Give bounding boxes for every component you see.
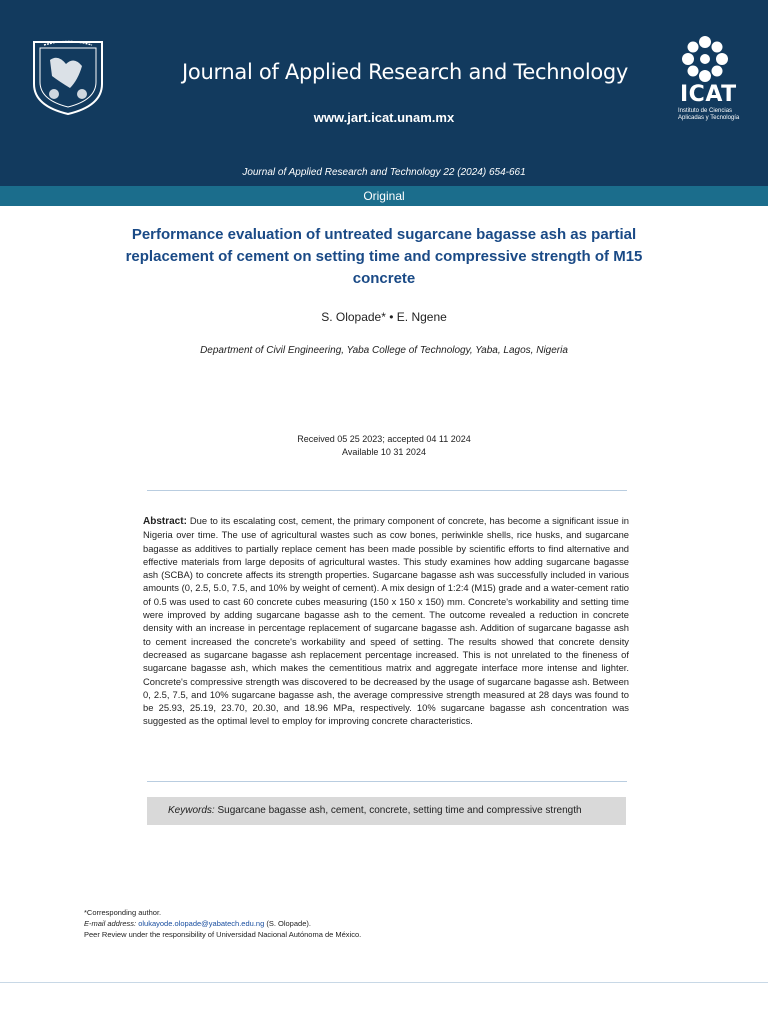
journal-title: Journal of Applied Research and Technology [182, 60, 629, 84]
icat-subtitle: Instituto de Ciencias Aplicadas y Tecnología [678, 108, 740, 121]
article-affiliation: Department of Civil Engineering, Yaba College of Technology, Yaba, Lagos, Nigeria [200, 345, 568, 356]
icat-logo [676, 36, 746, 146]
email-link[interactable]: olukayode.olopade@yabatech.edu.ng [138, 919, 265, 928]
journal-website-link[interactable]: www.jart.icat.unam.mx [313, 110, 455, 125]
abstract [143, 514, 629, 728]
keywords-label: Keywords: [168, 805, 215, 816]
journal-header [0, 0, 768, 186]
article-dates [0, 433, 768, 459]
article-title: Performance evaluation of untreated sugarcane bagasse ash as partial replacement of cement on setting time and compressive strength of M15 concrete [125, 226, 643, 287]
keywords-text: Sugarcane bagasse ash, cement, concrete, setting time and compressive strength [217, 805, 582, 816]
bottom-divider [0, 982, 768, 983]
footnote [84, 907, 361, 940]
available-date: Available 10 31 2024 [342, 447, 426, 457]
divider [147, 490, 627, 491]
corresponding-author-note: *Corresponding author. [84, 908, 162, 917]
unam-seal-icon [30, 36, 106, 116]
email-label: E-mail address: [84, 919, 137, 928]
article-authors: S. Olopade* • E. Ngene [321, 310, 447, 324]
keywords-box [147, 797, 626, 825]
divider [147, 781, 627, 782]
section-band [0, 186, 768, 206]
icat-wordmark: ICAT [680, 82, 737, 107]
abstract-text: Due to its escalating cost, cement, the primary component of concrete, has become a significant issue in Nigeria over time. The use of agricultural wastes such as cow bones, periwinkle shells, rice husks, and sugarcane bagasse as additives to partially replace cement has been made possible by scientific efforts to find alternative and effective materials from large deposits of agricultural wastes. This study examines how adding sugarcane bagasse ash (SCBA) to concrete affects its strength properties. Sugarcane bagasse ash was successfully included in various amounts (0, 2.5, 5.0, 7.5, and 10% by weight of cement). A mix design of 1:2:4 (M15) grade and a water-cement ratio of 0.5 was used to cast 60 concrete cubes measuring (150 x 150 x 150) mm. Concrete's workability and setting time were improved by adding sugarcane bagasse ash to the cement. The outcome revealed a reduction in concrete density with an increase in percentage replacement of sugarcane bagasse ash. Addition of sugarcane bagasse ash to cement increased the concrete's workability and speed of setting. The results showed that concrete density decreased as sugarcane bagasse ash replacement percentage increased. This is not unrelated to the fineness of sugarcane bagasse ash, which makes the cementitious matrix and aggregate interface more intense and lighter. Concrete's compressive strength was discovered to be decreased by the usage of sugarcane bagasse ash. Between 0, 2.5, 7.5, and 10% sugarcane bagasse ash, the average compressive strength measured at 28 days was found to be 25.93, 25.19, 23.70, 20.30, and 18.96 MPa, respectively. 10% sugarcane bagasse ash concentration was suggested as the optimal level to employ for improving concrete characteristics. [143, 515, 629, 727]
received-date: Received 05 25 2023; accepted 04 11 2024 [297, 434, 471, 444]
abstract-label: Abstract: [143, 516, 187, 527]
email-suffix: (S. Olopade). [266, 919, 311, 928]
section-label: Original [363, 189, 405, 203]
icat-flower-icon [682, 36, 728, 82]
journal-citation: Journal of Applied Research and Technology 22 (2024) 654-661 [242, 167, 526, 178]
peer-review-note: Peer Review under the responsibility of Universidad Nacional Autónoma de México. [84, 930, 362, 939]
